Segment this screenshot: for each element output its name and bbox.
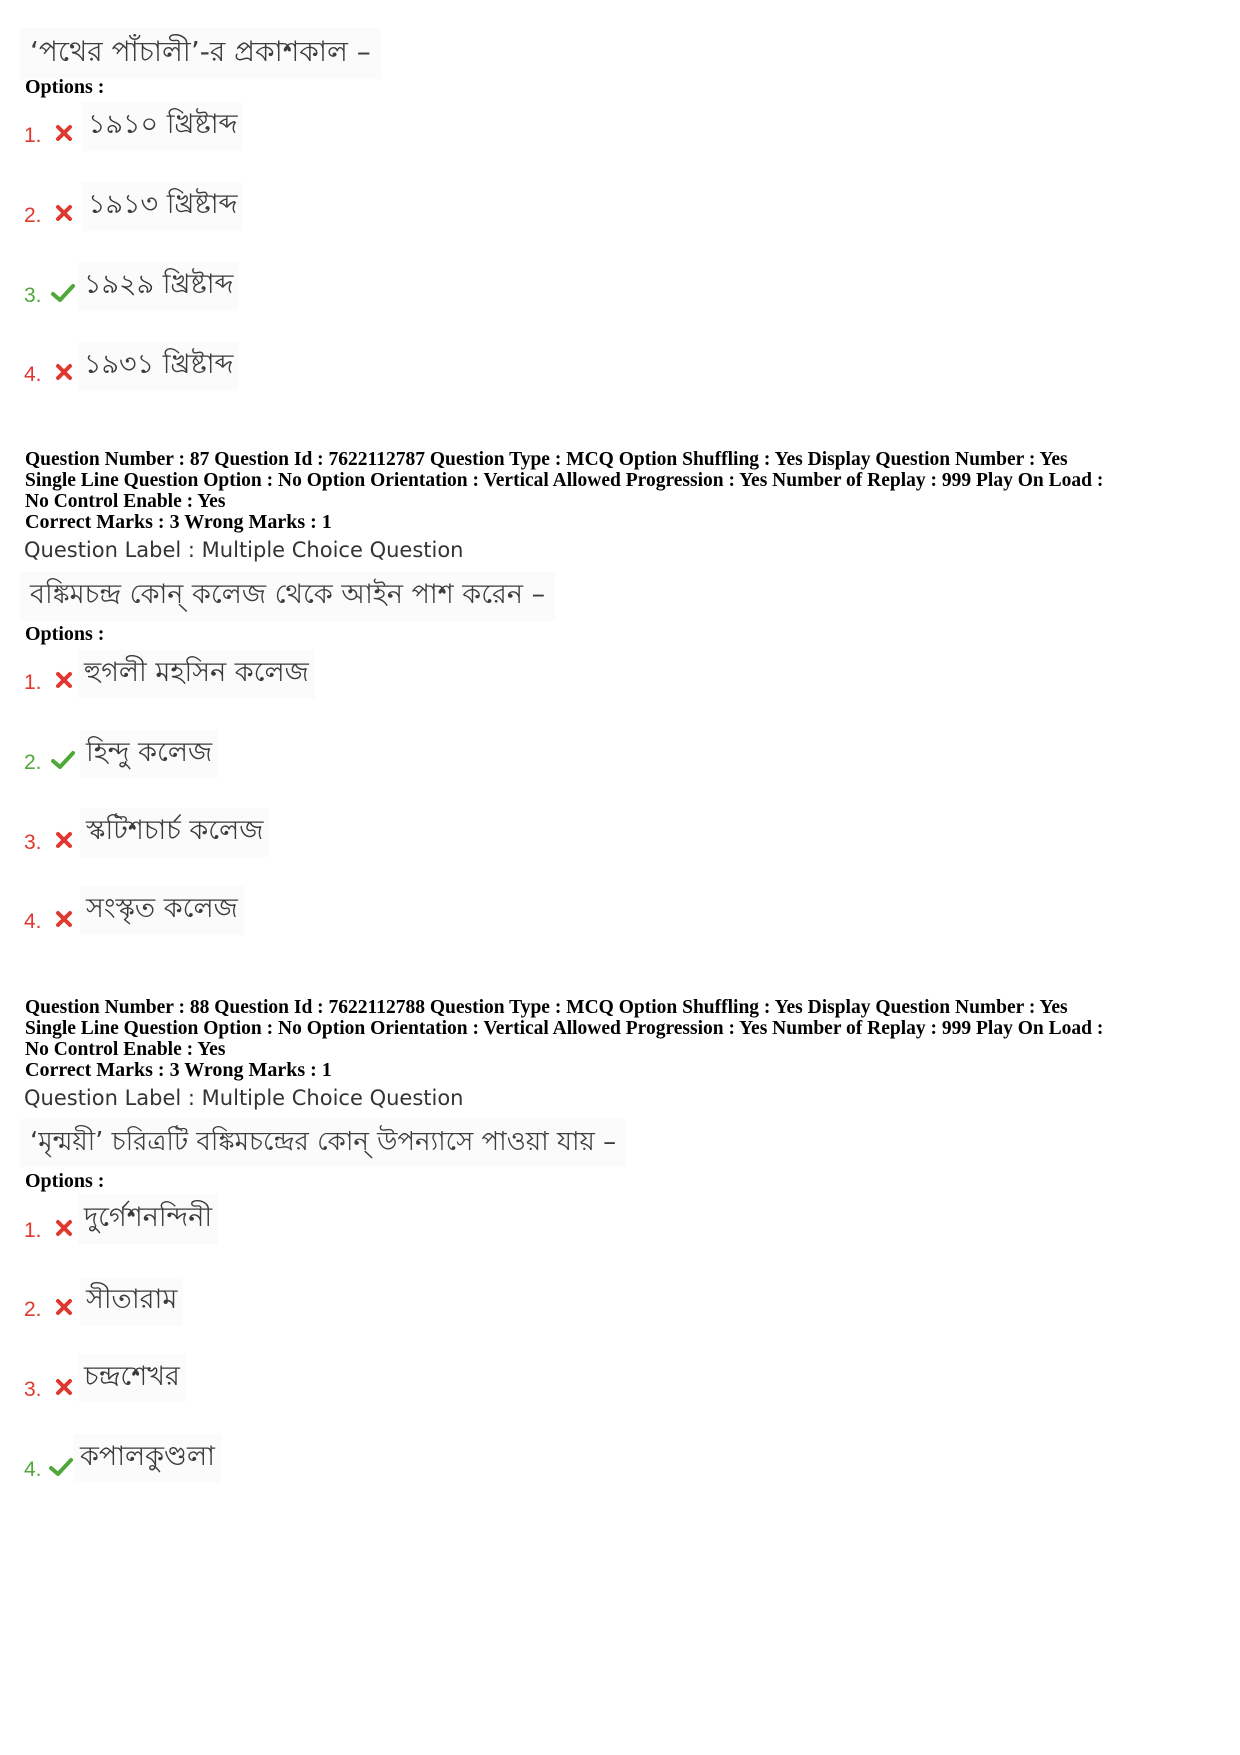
cross-icon: [53, 122, 75, 144]
option-number: 1.: [24, 1219, 42, 1242]
option-text: ১৯৩১ খ্রিষ্টাব্দ: [78, 342, 239, 391]
cross-icon: [53, 1376, 75, 1398]
cross-icon: [53, 1217, 75, 1239]
question-label: Question Label : Multiple Choice Question: [24, 538, 464, 562]
option-number: 1.: [24, 671, 42, 694]
check-icon: [50, 282, 76, 304]
check-icon: [50, 749, 76, 771]
option-number: 3.: [24, 284, 42, 307]
meta-line: No Control Enable : Yes: [25, 1039, 226, 1060]
cross-icon: [53, 1296, 75, 1318]
question-text: ‘পথের পাঁচালী’-র প্রকাশকাল –: [20, 28, 381, 79]
option-number: 4.: [24, 1458, 42, 1481]
option-number: 3.: [24, 1378, 42, 1401]
cross-icon: [53, 361, 75, 383]
option-text: হিন্দু কলেজ: [80, 730, 218, 779]
option-text: চন্দ্রশেখর: [78, 1354, 186, 1403]
option-number: 2.: [24, 1298, 42, 1321]
option-text: কপালকুণ্ডলা: [74, 1434, 221, 1483]
option-number: 3.: [24, 831, 42, 854]
meta-line: Question Number : 88 Question Id : 7622112788 Question Type : MCQ Option Shuffling : Yes Display Question Number : Yes: [25, 997, 1068, 1018]
meta-line: Single Line Question Option : No Option Orientation : Vertical Allowed Progression : Yes Number of Replay : 999 Play On Load :: [25, 1018, 1104, 1039]
question-text: বঙ্কিমচন্দ্র কোন্ কলেজ থেকে আইন পাশ করেন –: [20, 572, 555, 621]
option-text: ১৯১৩ খ্রিষ্টাব্দ: [82, 182, 243, 231]
question-meta: [25, 997, 1220, 1060]
option-number: 1.: [24, 124, 42, 147]
marks-info: Correct Marks : 3 Wrong Marks : 1: [25, 511, 332, 533]
option-text: দুর্গেশনন্দিনী: [78, 1195, 218, 1244]
question-meta: [25, 449, 1220, 512]
question-text: ‘মৃন্ময়ী’ চরিত্রটি বঙ্কিমচন্দ্রের কোন্ উপন্যাসে পাওয়া যায় –: [20, 1119, 626, 1167]
option-text: স্কটিশচার্চ কলেজ: [80, 808, 269, 857]
question-label: Question Label : Multiple Choice Question: [24, 1086, 464, 1110]
options-label: Options :: [25, 1170, 105, 1192]
option-text: সীতারাম: [80, 1277, 183, 1326]
option-number: 4.: [24, 910, 42, 933]
cross-icon: [53, 202, 75, 224]
meta-line: Single Line Question Option : No Option Orientation : Vertical Allowed Progression : Yes Number of Replay : 999 Play On Load :: [25, 470, 1104, 491]
options-label: Options :: [25, 76, 105, 98]
option-text: ১৯২৯ খ্রিষ্টাব্দ: [78, 262, 239, 311]
option-number: 2.: [24, 204, 42, 227]
options-label: Options :: [25, 623, 105, 645]
marks-info: Correct Marks : 3 Wrong Marks : 1: [25, 1059, 332, 1081]
check-icon: [48, 1456, 74, 1478]
meta-line: No Control Enable : Yes: [25, 491, 226, 512]
option-text: সংস্কৃত কলেজ: [80, 886, 244, 935]
option-number: 4.: [24, 363, 42, 386]
cross-icon: [53, 908, 75, 930]
meta-line: Question Number : 87 Question Id : 7622112787 Question Type : MCQ Option Shuffling : Yes Display Question Number : Yes: [25, 449, 1068, 470]
cross-icon: [53, 829, 75, 851]
cross-icon: [53, 669, 75, 691]
option-number: 2.: [24, 751, 42, 774]
option-text: হুগলী মহসিন কলেজ: [78, 650, 315, 699]
option-text: ১৯১০ খ্রিষ্টাব্দ: [82, 102, 243, 151]
